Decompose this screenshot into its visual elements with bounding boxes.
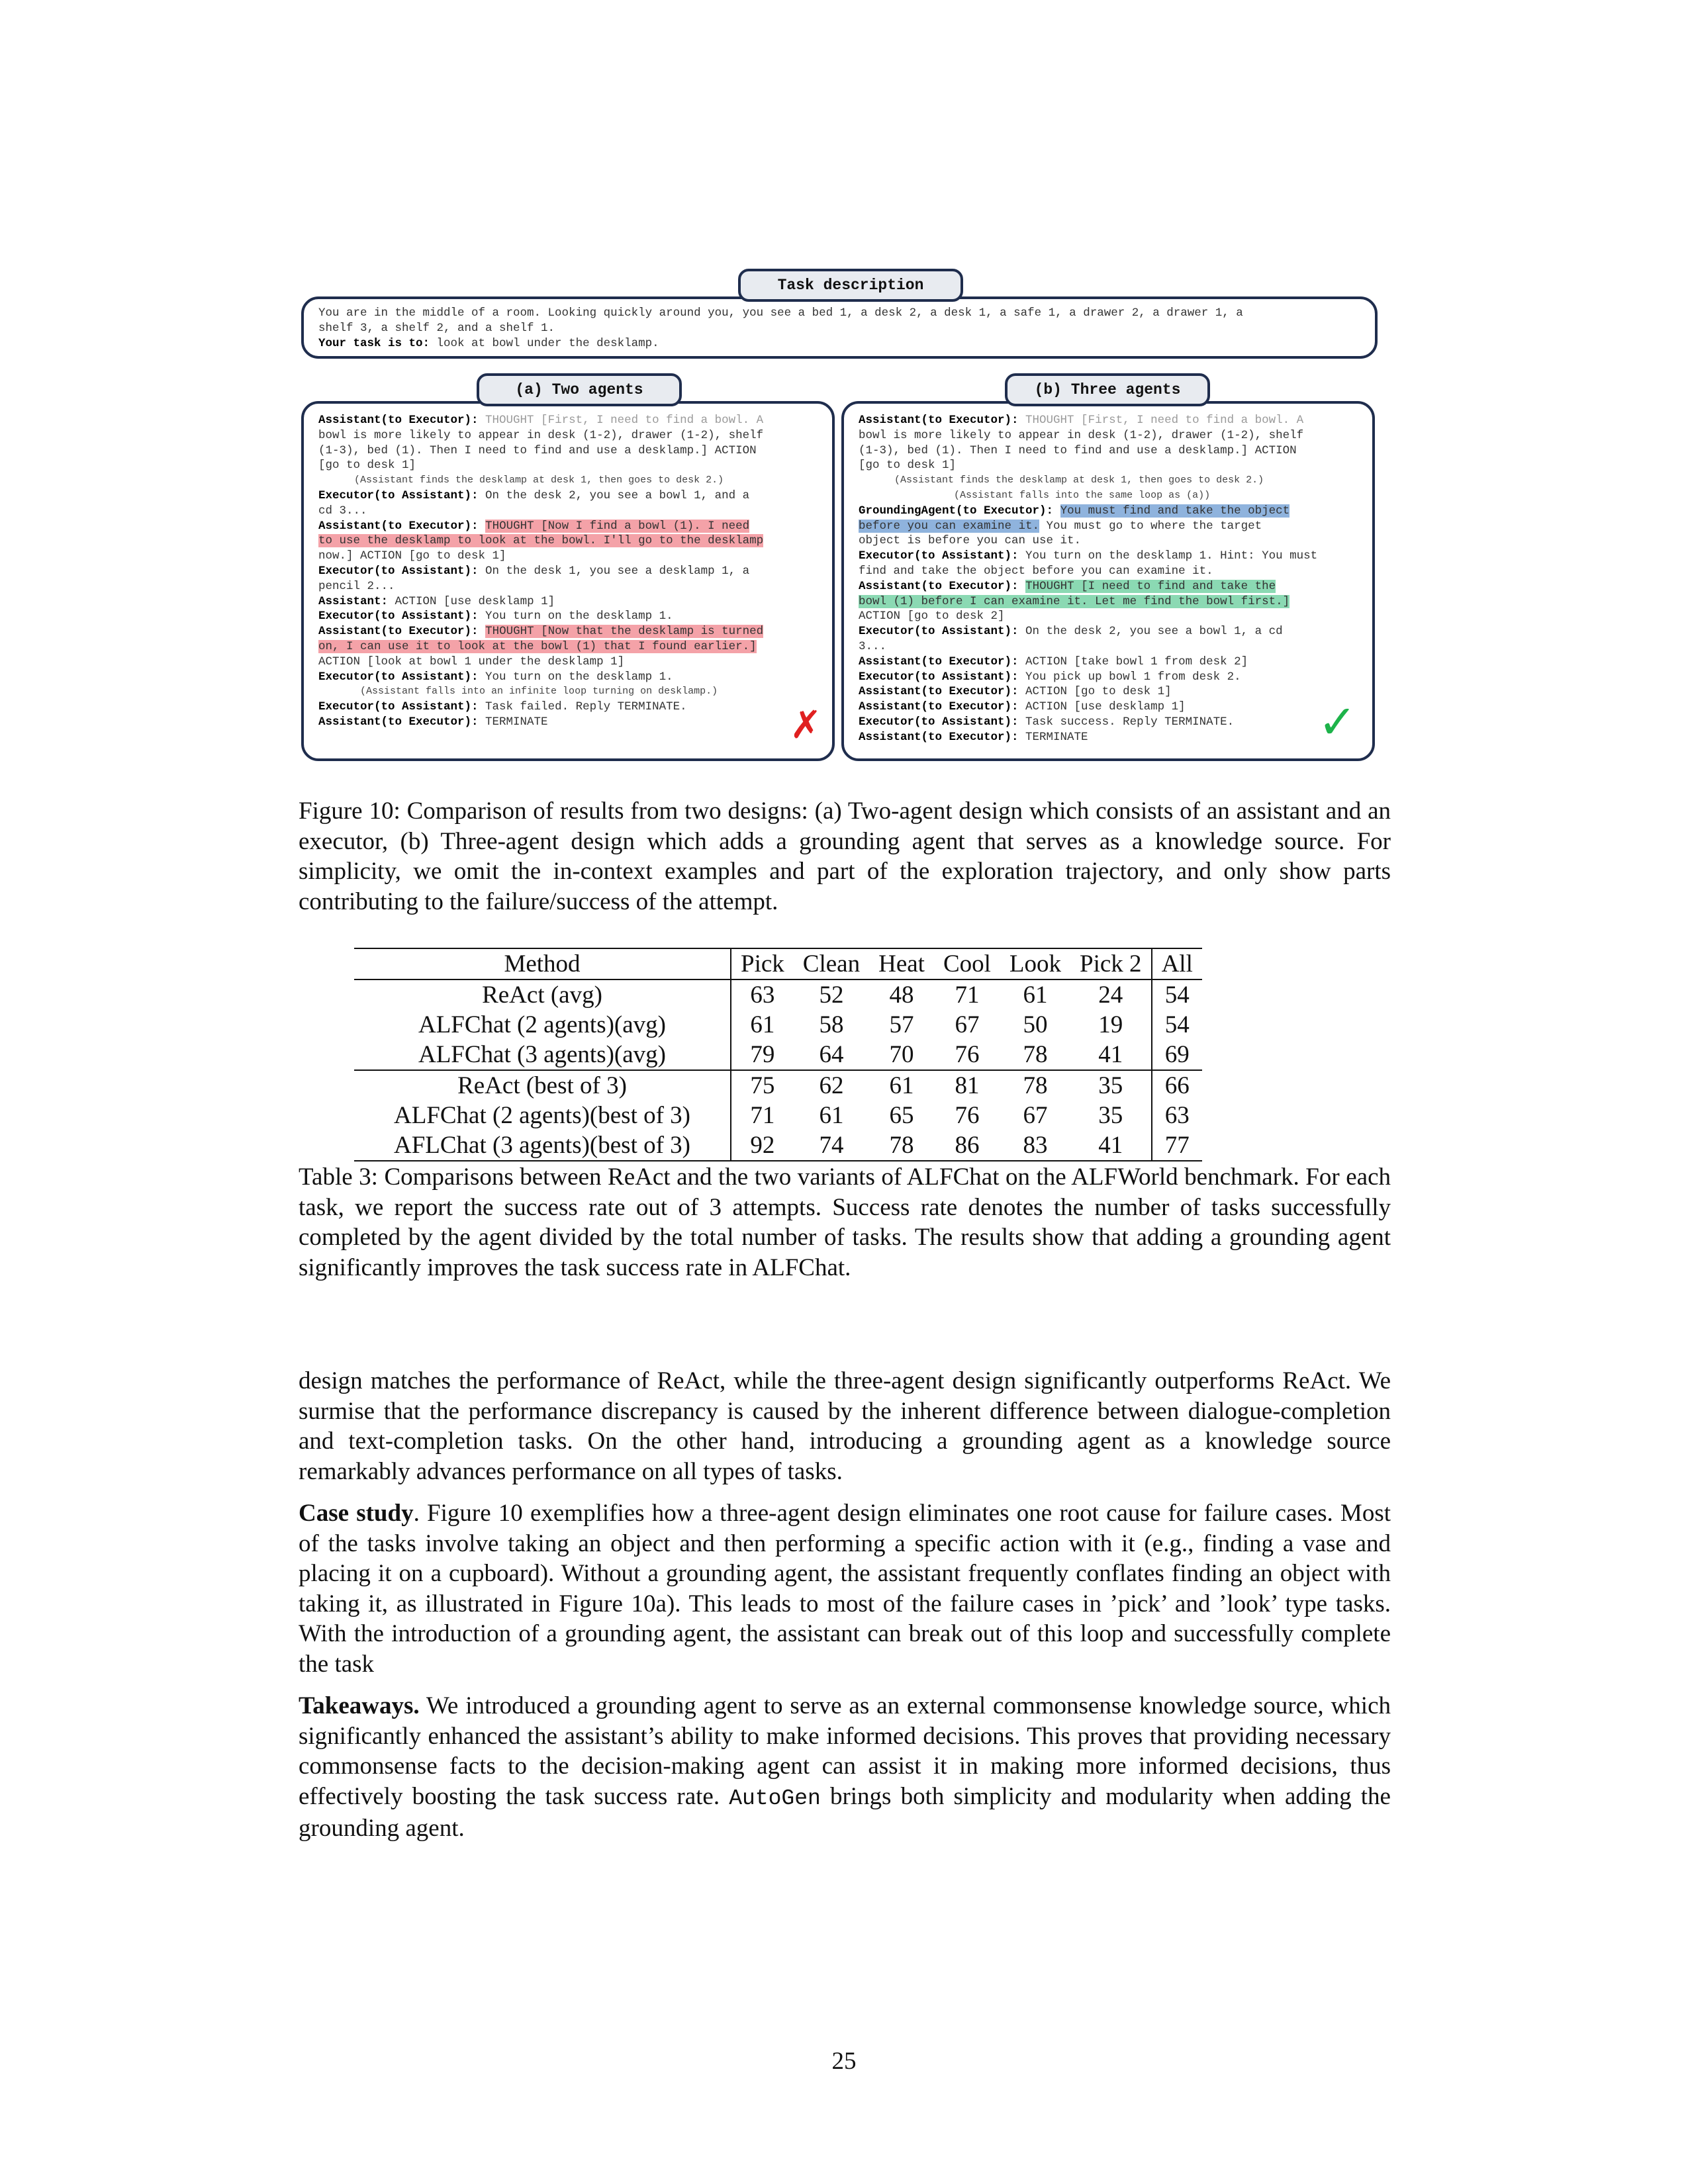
dialogue-span: Assistant(to Executor):	[318, 414, 479, 427]
dialogue-line	[318, 700, 763, 715]
table-cell: 24	[1070, 979, 1152, 1010]
dialogue-line: bowl is more likely to appear in desk (1-2), drawer (1-2), shelf	[318, 428, 764, 442]
dialogue-line	[859, 624, 1317, 639]
table-header-cell: Pick 2	[1070, 948, 1152, 979]
dialogue-span: Task success. Reply TERMINATE.	[1018, 715, 1235, 729]
table-cell: AFLChat (3 agents)(best of 3)	[354, 1130, 731, 1161]
highlight-blue: You must find and take the object	[1060, 504, 1290, 518]
dialogue-span: ACTION [use desklamp 1]	[1018, 700, 1186, 714]
highlight-red: THOUGHT [Now that the desklamp is turned	[485, 625, 764, 639]
dialogue-line	[859, 715, 1317, 730]
table-cell: 83	[1023, 1132, 1048, 1159]
table-cell: 61	[819, 1102, 844, 1129]
dialogue-span: Assistant:	[318, 594, 389, 608]
dialogue-span: Assistant(to Executor):	[318, 625, 479, 639]
table-row	[354, 1130, 1202, 1161]
table-cell: 41	[1070, 1130, 1152, 1161]
table-cell: 71	[750, 1102, 775, 1129]
takeaways-text-b: brings both simplicity and modularity when adding the grounding agent.	[299, 1782, 1391, 1842]
dialogue-line: find and take the object before you can examine it.	[859, 564, 1213, 578]
table-header-row	[354, 948, 1202, 979]
table-row	[354, 1010, 1202, 1040]
table-cell: 79	[750, 1041, 775, 1068]
table-cell: 62	[819, 1072, 844, 1099]
table-cell: 63	[750, 981, 775, 1009]
dialogue-line: bowl is more likely to appear in desk (1-2), drawer (1-2), shelf	[859, 428, 1304, 442]
highlight-green: bowl (1) before I can examine it. Let me find the bowl first.]	[859, 594, 1290, 608]
table-cell: 74	[819, 1132, 844, 1159]
table-header-cell: Cool	[943, 950, 991, 978]
dialogue-span: You turn on the desklamp 1.	[478, 610, 673, 623]
task-text: look at bowl under the desklamp.	[430, 336, 659, 350]
table-cell: ALFChat (3 agents)(avg)	[354, 1040, 731, 1070]
highlight-blue: before you can examine it.	[859, 519, 1040, 533]
dialogue-span: You turn on the desklamp 1.	[478, 670, 673, 684]
dialogue-line	[318, 670, 763, 685]
dialogue-span: On the desk 2, you see a bowl 1, a cd	[1018, 625, 1283, 639]
panel-a-label: (a) Two agents	[477, 373, 682, 406]
dialogue-line	[318, 519, 763, 534]
dialogue-line	[859, 700, 1317, 715]
highlight-green: THOUGHT [I need to find and take the	[1025, 579, 1276, 593]
dialogue-span: Task failed. Reply TERMINATE.	[478, 700, 687, 714]
dialogue-line: cd 3...	[318, 504, 367, 518]
highlight-red: to use the desklamp to look at the bowl. I'll go to the desklamp	[318, 534, 764, 548]
success-check-icon: ✓	[1318, 695, 1357, 749]
dialogue-span	[1019, 580, 1026, 593]
table-cell: 86	[955, 1132, 980, 1159]
dialogue-span: On the desk 2, you see a bowl 1, and a	[478, 488, 750, 502]
table-cell: ALFChat (2 agents)(avg)	[354, 1010, 731, 1040]
dialogue-span: You pick up bowl 1 from desk 2.	[1018, 670, 1241, 684]
dialogue-span: Assistant(to Executor):	[318, 519, 479, 533]
dialogue-line	[318, 624, 763, 639]
table-cell: 35	[1070, 1070, 1152, 1101]
table-cell: 67	[955, 1011, 980, 1038]
dialogue-line	[859, 730, 1317, 745]
table-row	[354, 979, 1202, 1010]
dialogue-span: ACTION [use desklamp 1]	[388, 594, 555, 608]
dialogue-span	[479, 520, 486, 533]
case-study-heading: Case study	[299, 1500, 414, 1527]
dialogue-line: object is before you can use it.	[859, 534, 1082, 548]
dialogue-span: TERMINATE	[1018, 730, 1088, 744]
table-row	[354, 1101, 1202, 1130]
dialogue-span: Executor(to Assistant):	[318, 610, 479, 623]
table-cell: 75	[750, 1072, 775, 1099]
dialogue-line	[318, 533, 763, 549]
dialogue-line	[859, 655, 1317, 670]
dialogue-line: ACTION [go to desk 2]	[859, 610, 1005, 623]
panel-a-box	[301, 401, 835, 761]
dialogue-line	[859, 594, 1317, 610]
dialogue-span: THOUGHT [First, I need to find a bowl. A	[478, 414, 764, 427]
panel-b-note-1: (Assistant finds the desklamp at desk 1, then goes to desk 2.)	[859, 475, 1264, 486]
dialogue-span: ACTION [take bowl 1 from desk 2]	[1018, 655, 1248, 668]
table-cell: 54	[1164, 1011, 1190, 1038]
table-header-cell: Clean	[802, 950, 861, 978]
highlight-red: THOUGHT [Now I find a bowl (1). I need	[485, 519, 750, 533]
dialogue-line: [go to desk 1]	[318, 459, 416, 473]
table-header-cell: All	[1161, 950, 1193, 978]
dialogue-line	[318, 609, 763, 624]
body-paragraph-case-study	[299, 1498, 1391, 1679]
table-row	[354, 1040, 1202, 1070]
dialogue-span: Executor(to Assistant):	[318, 564, 479, 578]
panel-a-note-1: (Assistant finds the desklamp at desk 1, then goes to desk 2.)	[318, 475, 724, 486]
table-cell: 61	[889, 1072, 914, 1099]
table-cell: 71	[955, 981, 980, 1009]
table-cell: 70	[889, 1041, 914, 1068]
autogen-code: AutoGen	[729, 1786, 821, 1811]
task-prefix: Your task is to:	[318, 336, 430, 350]
table-cell: 81	[955, 1072, 980, 1099]
table-cell: 78	[889, 1132, 914, 1159]
dialogue-span: Executor(to Assistant):	[859, 625, 1019, 639]
failure-cross-icon: ✗	[790, 702, 822, 747]
dialogue-span: ACTION [go to desk 1]	[1018, 685, 1172, 699]
table-cell: 41	[1070, 1040, 1152, 1070]
results-table	[354, 948, 1202, 1161]
table-cell: 61	[1023, 981, 1048, 1009]
panel-b-box	[841, 401, 1375, 761]
table-header-cell: Heat	[878, 950, 925, 978]
table-cell: 58	[819, 1011, 844, 1038]
dialogue-span: Assistant(to Executor):	[859, 655, 1019, 668]
table-cell: 67	[1023, 1102, 1048, 1129]
dialogue-span: Executor(to Assistant):	[318, 700, 479, 714]
table-cell: 63	[1164, 1102, 1190, 1129]
table-cell: 57	[889, 1011, 914, 1038]
dialogue-span: Assistant(to Executor):	[318, 715, 479, 729]
table-header-cell: Pick	[741, 950, 784, 978]
table-header-cell: Look	[1009, 950, 1062, 978]
dialogue-line	[318, 639, 763, 655]
dialogue-span: You must go to where the target	[1039, 519, 1262, 533]
dialogue-line: 3...	[859, 639, 887, 653]
panel-b-note-2: (Assistant falls into the same loop as (a))	[859, 489, 1211, 501]
table-row	[354, 1070, 1202, 1101]
dialogue-line: ACTION [look at bowl 1 under the desklamp 1]	[318, 655, 625, 668]
table-cell: 54	[1164, 981, 1190, 1009]
takeaways-text-a: We introduced a grounding agent to serve as an external commonsense knowledge source, which significantly enhanced the assistant’s ability to make informed decisions. This proves that providing necessary commonsense facts to the decision-making agent can assist it in making more informed decisions, thus effectively boosting the task success rate.	[299, 1692, 1391, 1810]
dialogue-span: Executor(to Assistant):	[318, 488, 479, 502]
dialogue-span	[1053, 504, 1060, 518]
highlight-red: on, I can use it to look at the bowl (1) that I found earlier.]	[318, 639, 757, 653]
figure-caption: Figure 10: Comparison of results from two designs: (a) Two-agent design which consists of an assistant and an executor, (b) Three-agent design which adds a grounding agent that serves as a knowledge source. For simplicity, we omit the in-context examples and part of the exploration trajectory, and only show parts contributing to the failure/success of the attempt.	[299, 797, 1391, 915]
dialogue-line	[859, 670, 1317, 685]
dialogue-line	[859, 549, 1317, 564]
dialogue-line	[859, 579, 1317, 594]
dialogue-span: Executor(to Assistant):	[859, 670, 1019, 684]
table-cell: 76	[955, 1041, 980, 1068]
table-cell: 65	[889, 1102, 914, 1129]
dialogue-span: GroundingAgent(to Executor):	[859, 504, 1054, 518]
table-cell: 35	[1070, 1101, 1152, 1130]
task-line-2: shelf 3, a shelf 2, and a shelf 1.	[318, 321, 555, 335]
dialogue-line	[859, 413, 1317, 428]
table-cell: 92	[750, 1132, 775, 1159]
task-line-1: You are in the middle of a room. Looking quickly around you, you see a bed 1, a desk 2, a desk 1, a safe 1, a drawer 2, a drawer 1, a	[318, 306, 1243, 320]
table-cell: 78	[1023, 1041, 1048, 1068]
dialogue-line: now.] ACTION [go to desk 1]	[318, 549, 506, 563]
body-paragraph-takeaways	[299, 1691, 1391, 1844]
dialogue-line	[859, 684, 1317, 700]
panel-b-label: (b) Three agents	[1005, 373, 1210, 406]
dialogue-span: Assistant(to Executor):	[859, 700, 1019, 714]
table-header-cell: Method	[354, 948, 731, 979]
dialogue-span: THOUGHT [First, I need to find a bowl. A	[1018, 414, 1304, 427]
dialogue-line	[318, 413, 763, 428]
table-cell: 76	[955, 1102, 980, 1129]
dialogue-line	[859, 504, 1317, 519]
task-description-label: Task description	[738, 269, 963, 302]
table-cell: ALFChat (2 agents)(best of 3)	[354, 1101, 731, 1130]
dialogue-line	[859, 519, 1317, 534]
dialogue-line	[318, 488, 763, 504]
dialogue-span: Executor(to Assistant):	[859, 715, 1019, 729]
dialogue-line: [go to desk 1]	[859, 459, 957, 473]
page-number: 25	[831, 2048, 857, 2075]
table-cell: ReAct (avg)	[354, 979, 731, 1010]
table-cell: 52	[819, 981, 844, 1009]
panel-a-note-2: (Assistant falls into an infinite loop turning on desklamp.)	[318, 686, 718, 698]
dialogue-span: Assistant(to Executor):	[859, 414, 1019, 427]
table-cell: 50	[1023, 1011, 1048, 1038]
table-cell: 61	[750, 1011, 775, 1038]
dialogue-line: (1-3), bed (1). Then I need to find and use a desklamp.] ACTION	[318, 443, 757, 457]
table-cell: 19	[1070, 1010, 1152, 1040]
dialogue-span: Assistant(to Executor):	[859, 579, 1019, 593]
dialogue-line: (1-3), bed (1). Then I need to find and use a desklamp.] ACTION	[859, 443, 1297, 457]
table-cell: 48	[889, 981, 914, 1009]
dialogue-span: You turn on the desklamp 1. Hint: You must	[1018, 549, 1318, 563]
task-description-box	[301, 296, 1378, 359]
takeaways-heading: Takeaways.	[299, 1692, 420, 1719]
dialogue-line	[318, 594, 763, 610]
table-cell: 77	[1164, 1132, 1190, 1159]
dialogue-span	[479, 625, 486, 638]
dialogue-line: pencil 2...	[318, 579, 395, 593]
dialogue-span: On the desk 1, you see a desklamp 1, a	[478, 564, 750, 578]
dialogue-line	[318, 715, 763, 730]
dialogue-span: Executor(to Assistant):	[859, 549, 1019, 563]
body-paragraph-1: design matches the performance of ReAct, while the three-agent design significantly outperforms ReAct. We surmise that the performance discrepancy is caused by the inherent difference between dialogue-completion and text-completion tasks. On the other hand, introducing a grounding agent as a knowledge source remarkably advances performance on all types of tasks.	[299, 1367, 1391, 1485]
table-cell: 64	[819, 1041, 844, 1068]
table-cell: ReAct (best of 3)	[354, 1070, 731, 1101]
case-study-text: . Figure 10 exemplifies how a three-agent design eliminates one root cause for failure cases. Most of the tasks involve taking an object and then performing a specific action with it (e.g., finding a vase and placing it on a cupboard). Without a grounding agent, the assistant frequently conflates finding an object with taking it, as illustrated in Figure 10a). This leads to most of the failure cases in ’pick’ and ’look’ type tasks. With the introduction of a grounding agent, the assistant can break out of this loop and successfully complete the task	[299, 1500, 1391, 1678]
dialogue-span: Assistant(to Executor):	[859, 685, 1019, 699]
task-line-3	[318, 336, 1243, 351]
dialogue-span: Executor(to Assistant):	[318, 670, 479, 684]
table-caption: Table 3: Comparisons between ReAct and the two variants of ALFChat on the ALFWorld benchmark. For each task, we report the success rate out of 3 attempts. Success rate denotes the number of tasks successfully completed by the agent divided by the total number of tasks. The results show that adding a grounding agent significantly improves the task success rate in ALFChat.	[299, 1163, 1391, 1281]
table-cell: 69	[1164, 1041, 1190, 1068]
table-cell: 66	[1164, 1072, 1190, 1099]
dialogue-line	[318, 564, 763, 579]
dialogue-span: TERMINATE	[478, 715, 548, 729]
dialogue-span: Assistant(to Executor):	[859, 730, 1019, 744]
table-cell: 78	[1023, 1072, 1048, 1099]
